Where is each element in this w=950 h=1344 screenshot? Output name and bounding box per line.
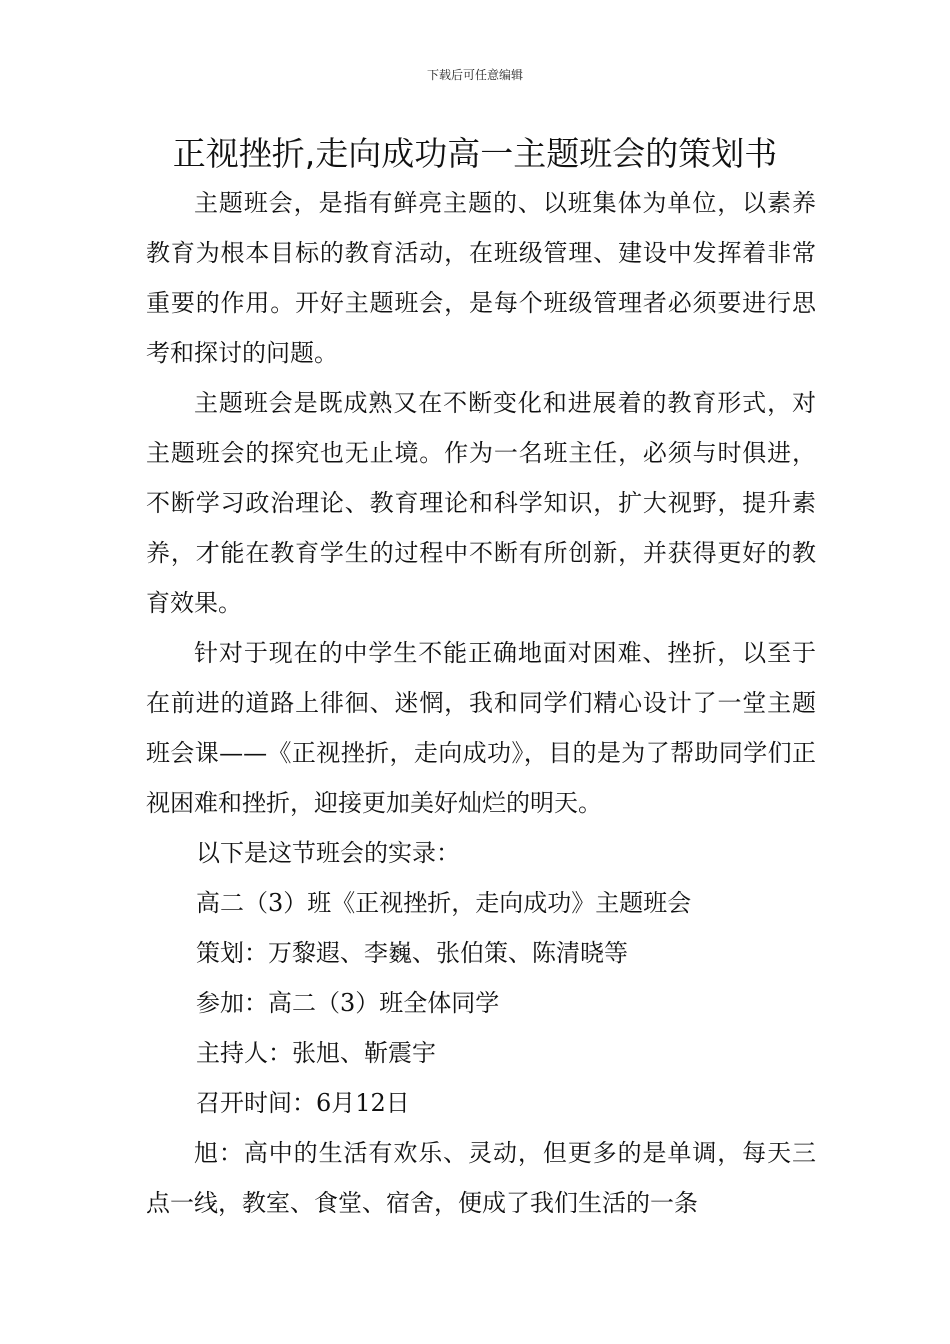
date-line: 召开时间：6月12日	[196, 1089, 410, 1117]
participants-line: 参加：高二（3）班全体同学	[196, 989, 500, 1017]
purpose-paragraph: 针对于现在的中学生不能正确地面对困难、挫折，以至于在前进的道路上徘徊、迷惘，我和同学们精心设计了一堂主题班会课——《正视挫折，走向成功》，目的是为了帮助同学们正视困难和挫折，迎接更加美好灿烂的明天。	[146, 639, 816, 817]
meeting-title-line: 高二（3）班《正视挫折，走向成功》主题班会	[196, 889, 692, 917]
document-title: 正视挫折,走向成功高一主题班会的策划书	[172, 134, 778, 173]
context-paragraph: 主题班会是既成熟又在不断变化和进展着的教育形式，对主题班会的探究也无止境。作为一名班主任，必须与时俱进，不断学习政治理论、教育理论和科学知识，扩大视野，提升素养，才能在教育学生的过程中不断有所创新，并获得更好的教育效果。	[146, 389, 816, 617]
header-note: 下载后可任意编辑	[426, 68, 523, 82]
planners-line: 策划：万黎遐、李巍、张伯策、陈清晓等	[196, 939, 628, 967]
record-intro-line: 以下是这节班会的实录：	[196, 839, 460, 867]
hosts-line: 主持人：张旭、靳震宇	[196, 1039, 436, 1067]
document-body	[146, 178, 816, 1228]
dialogue-paragraph: 旭：高中的生活有欢乐、灵动，但更多的是单调，每天三点一线，教室、食堂、宿舍，便成了我们生活的一条	[146, 1139, 816, 1217]
intro-paragraph: 主题班会，是指有鲜亮主题的、以班集体为单位，以素养教育为根本目标的教育活动，在班级管理、建设中发挥着非常重要的作用。开好主题班会，是每个班级管理者必须要进行思考和探讨的问题。	[146, 189, 816, 367]
